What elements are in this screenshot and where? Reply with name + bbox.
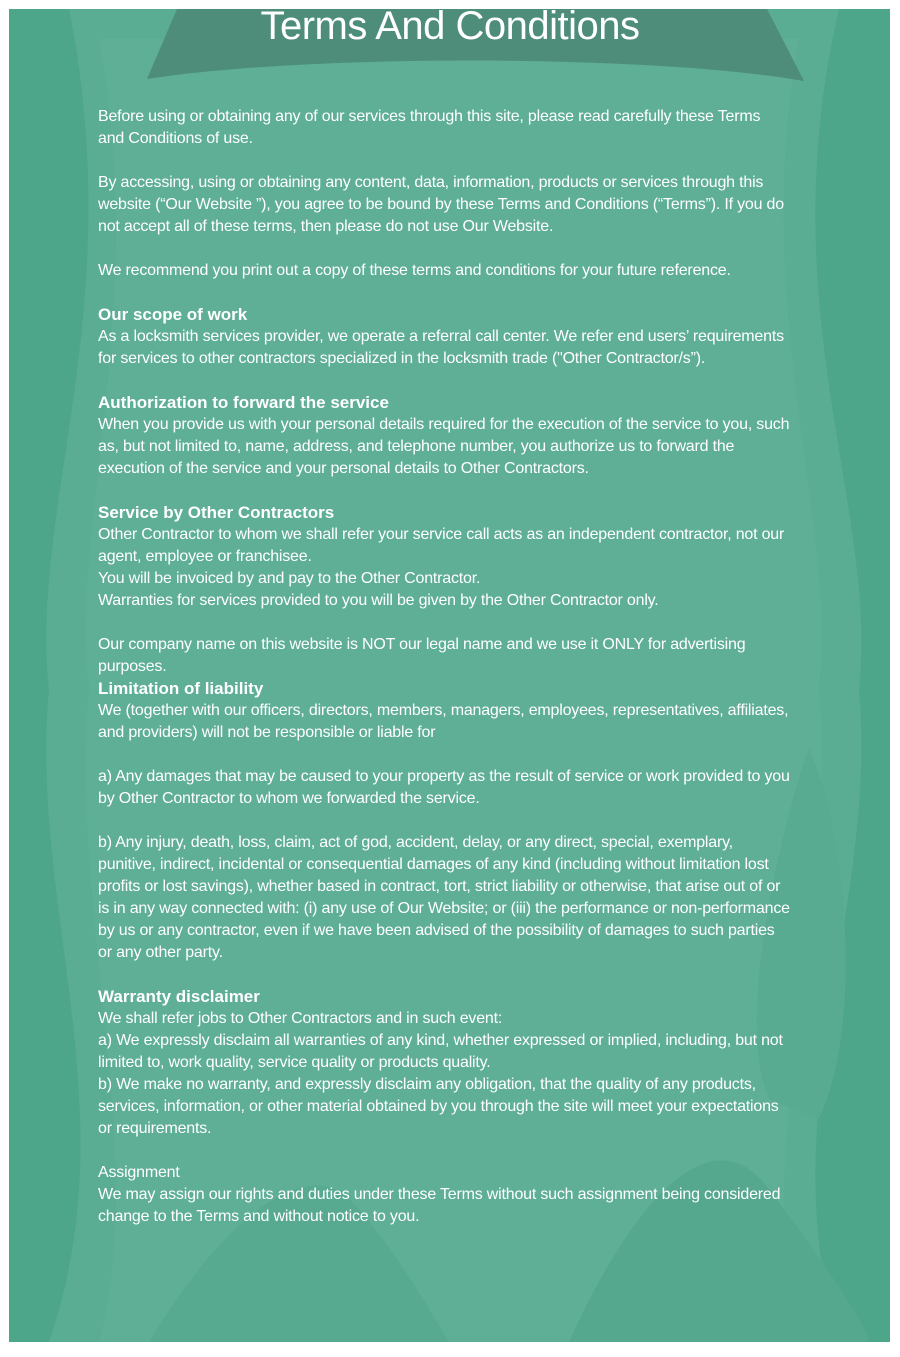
warranty-line: b) We make no warranty, and expressly disclaim any obligation, that the quality of any products, services, information, or other material obtained by you through the site will meet your expectations or requirements. xyxy=(98,1076,779,1137)
warranty-line: a) We expressly disclaim all warranties of any kind, whether expressed or implied, including, but not limited to, work quality, service quality or products quality. xyxy=(98,1032,783,1071)
service-line: Other Contractor to whom we shall refer your service call acts as an independent contractor, not our agent, employee or franchisee. xyxy=(98,526,785,565)
assignment-text: We may assign our rights and duties under these Terms without such assignment being considered change to the Terms and without notice to you. xyxy=(98,1186,781,1225)
section-heading-service: Service by Other Contractors xyxy=(98,503,335,522)
intro-paragraph: By accessing, using or obtaining any content, data, information, products or services through this website (“Our Website ”), you agree to be bound by these Terms and Conditions (“Terms”). If you do not accept all of these terms, then please do not use Our Website. xyxy=(98,174,784,235)
service-line: Warranties for services provided to you will be given by the Other Contractor only. xyxy=(98,592,659,609)
service-line: You will be invoiced by and pay to the Other Contractor. xyxy=(98,570,481,587)
liability-text: We (together with our officers, directors, members, managers, employees, representatives, affiliates, and providers) will not be responsible or liable for xyxy=(98,702,789,741)
section-heading-assignment: Assignment xyxy=(98,1164,180,1181)
warranty-line: We shall refer jobs to Other Contractors and in such event: xyxy=(98,1010,503,1027)
liability-item-a: a) Any damages that may be caused to your property as the result of service or work provided to you by Other Contractor to whom we forwarded the service. xyxy=(98,768,790,807)
scope-text: As a locksmith services provider, we operate a referral call center. We refer end users’ requirements for services to other contractors specialized in the locksmith trade ("Other Contractor/s”). xyxy=(98,328,784,367)
liability-item-b: b) Any injury, death, loss, claim, act of god, accident, delay, or any direct, special, exemplary, punitive, indirect, incidental or consequential damages of any kind (including without limitation lost profits or lost savings), whether based in contract, tort, strict liability or otherwise, that arise out of or is in any way connected with: (i) any use of Our Website; or (iii) the performance or non-performance by us or any contractor, even if we have been advised of the possibility of damages to such parties or any other party. xyxy=(98,834,790,961)
intro-paragraph: Before using or obtaining any of our services through this site, please read carefully these Terms and Conditions of use. xyxy=(98,108,761,147)
section-heading-authorization: Authorization to forward the service xyxy=(98,393,389,412)
terms-content xyxy=(98,106,790,1228)
page-title: Terms And Conditions xyxy=(260,4,640,48)
company-name-note: Our company name on this website is NOT our legal name and we use it ONLY for advertising purposes. xyxy=(98,636,746,675)
section-heading-scope: Our scope of work xyxy=(98,305,248,324)
section-heading-liability: Limitation of liability xyxy=(98,679,264,698)
section-heading-warranty: Warranty disclaimer xyxy=(98,987,260,1006)
intro-paragraph: We recommend you print out a copy of these terms and conditions for your future reference. xyxy=(98,262,731,279)
authorization-text: When you provide us with your personal details required for the execution of the service to you, such as, but not limited to, name, address, and telephone number, you authorize us to forward the execution of the service and your personal details to Other Contractors. xyxy=(98,416,790,477)
